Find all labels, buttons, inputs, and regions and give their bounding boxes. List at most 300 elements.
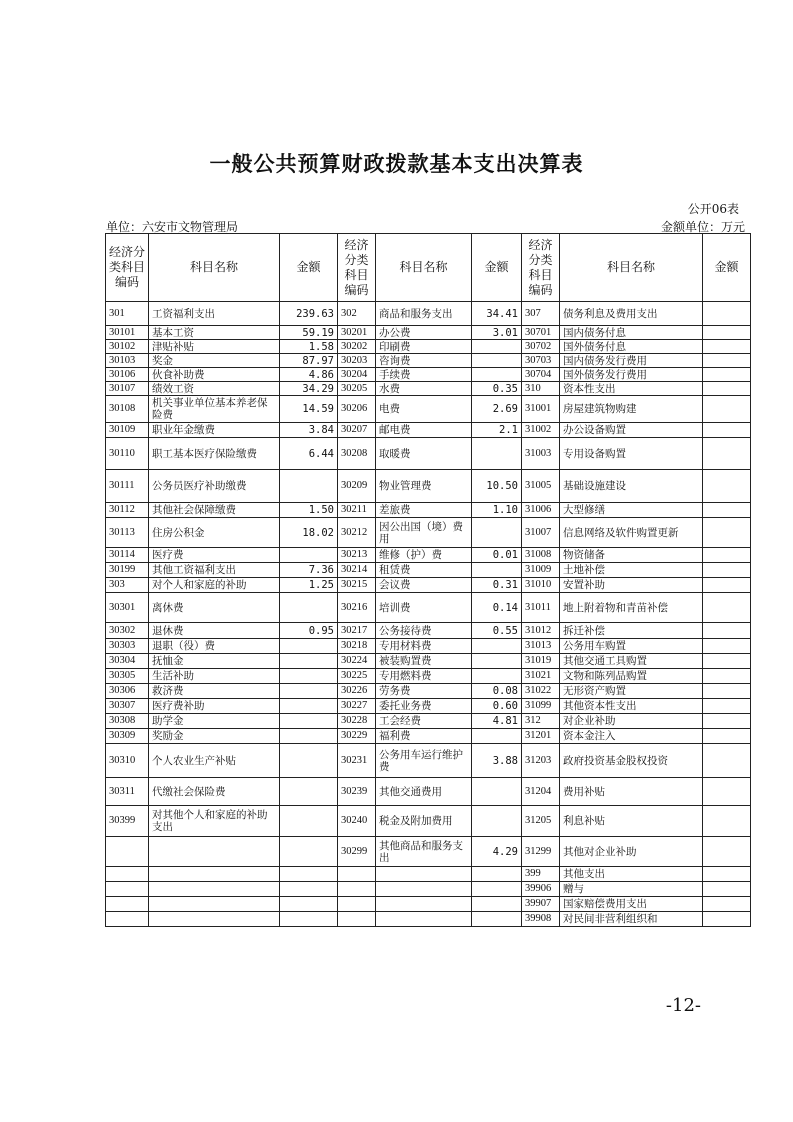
cell-amount (280, 867, 338, 882)
cell-name: 租赁费 (376, 563, 472, 578)
cell-name: 退职（役）费 (149, 639, 280, 654)
cell-name: 政府投资基金股权投资 (560, 744, 703, 778)
table-row (106, 503, 751, 518)
cell-name: 专用燃料费 (376, 669, 472, 684)
header-row (106, 234, 751, 302)
table-row (106, 578, 751, 593)
cell-code: 31201 (522, 729, 560, 744)
cell-code (338, 912, 376, 927)
cell-amount: 3.84 (280, 423, 338, 438)
cell-code: 31021 (522, 669, 560, 684)
cell-amount (703, 302, 751, 326)
cell-name: 文物和陈列品购置 (560, 669, 703, 684)
cell-amount (280, 897, 338, 912)
cell-code (106, 912, 149, 927)
cell-code: 31019 (522, 654, 560, 669)
cell-amount (703, 396, 751, 423)
form-number: 公开06表 (687, 202, 739, 216)
cell-name: 绩效工资 (149, 382, 280, 396)
cell-code: 312 (522, 714, 560, 729)
cell-code: 30101 (106, 326, 149, 340)
cell-name (149, 897, 280, 912)
cell-code: 303 (106, 578, 149, 593)
cell-code: 30110 (106, 438, 149, 470)
cell-name: 代缴社会保险费 (149, 778, 280, 806)
cell-code: 30229 (338, 729, 376, 744)
cell-amount: 1.25 (280, 578, 338, 593)
cell-amount (280, 729, 338, 744)
cell-amount (472, 897, 522, 912)
cell-code: 30301 (106, 593, 149, 623)
cell-name: 邮电费 (376, 423, 472, 438)
cell-amount: 0.95 (280, 623, 338, 639)
page-number: -12- (665, 995, 701, 1016)
cell-amount (472, 639, 522, 654)
header-amount-2: 金额 (472, 234, 522, 302)
cell-code: 30218 (338, 639, 376, 654)
cell-amount (280, 684, 338, 699)
cell-name: 大型修缮 (560, 503, 703, 518)
cell-amount (280, 714, 338, 729)
cell-amount: 34.29 (280, 382, 338, 396)
cell-amount (703, 518, 751, 548)
cell-code: 30205 (338, 382, 376, 396)
cell-code: 30303 (106, 639, 149, 654)
cell-name: 医疗费补助 (149, 699, 280, 714)
cell-code: 30228 (338, 714, 376, 729)
cell-amount: 0.08 (472, 684, 522, 699)
table-row (106, 867, 751, 882)
cell-name: 伙食补助费 (149, 368, 280, 382)
cell-code: 30224 (338, 654, 376, 669)
cell-code: 30209 (338, 470, 376, 503)
table-row (106, 438, 751, 470)
cell-name: 抚恤金 (149, 654, 280, 669)
cell-code: 30207 (338, 423, 376, 438)
cell-name: 基本工资 (149, 326, 280, 340)
cell-amount: 18.02 (280, 518, 338, 548)
cell-code: 30306 (106, 684, 149, 699)
cell-name: 个人农业生产补贴 (149, 744, 280, 778)
cell-amount (703, 882, 751, 897)
cell-name: 助学金 (149, 714, 280, 729)
cell-amount (703, 438, 751, 470)
cell-amount (280, 593, 338, 623)
cell-amount: 1.10 (472, 503, 522, 518)
cell-amount (703, 382, 751, 396)
cell-amount (472, 806, 522, 837)
cell-amount (703, 593, 751, 623)
cell-code (338, 897, 376, 912)
cell-name: 债务利息及费用支出 (560, 302, 703, 326)
cell-amount (703, 326, 751, 340)
cell-name: 其他商品和服务支出 (376, 837, 472, 867)
cell-name: 国内债务付息 (560, 326, 703, 340)
table-row (106, 912, 751, 927)
cell-code: 30704 (522, 368, 560, 382)
cell-amount (472, 867, 522, 882)
cell-code: 31006 (522, 503, 560, 518)
cell-name: 其他交通费用 (376, 778, 472, 806)
cell-amount (703, 563, 751, 578)
cell-amount: 239.63 (280, 302, 338, 326)
cell-name: 医疗费 (149, 548, 280, 563)
cell-code: 39906 (522, 882, 560, 897)
cell-code: 31003 (522, 438, 560, 470)
table-row (106, 744, 751, 778)
cell-amount (703, 806, 751, 837)
cell-name: 商品和服务支出 (376, 302, 472, 326)
cell-amount: 1.50 (280, 503, 338, 518)
cell-name: 对个人和家庭的补助 (149, 578, 280, 593)
cell-code: 30112 (106, 503, 149, 518)
cell-name: 公务接待费 (376, 623, 472, 639)
cell-amount (472, 669, 522, 684)
cell-name: 机关事业单位基本养老保险费 (149, 396, 280, 423)
cell-code: 30231 (338, 744, 376, 778)
cell-name (376, 897, 472, 912)
cell-code: 31010 (522, 578, 560, 593)
table-row (106, 368, 751, 382)
cell-amount (703, 623, 751, 639)
cell-name: 手续费 (376, 368, 472, 382)
cell-amount (703, 699, 751, 714)
cell-amount (703, 669, 751, 684)
cell-amount (472, 912, 522, 927)
cell-name: 委托业务费 (376, 699, 472, 714)
cell-name: 奖励金 (149, 729, 280, 744)
cell-name: 办公费 (376, 326, 472, 340)
cell-name: 退休费 (149, 623, 280, 639)
cell-code: 31022 (522, 684, 560, 699)
cell-code: 302 (338, 302, 376, 326)
cell-name (376, 882, 472, 897)
cell-code: 30214 (338, 563, 376, 578)
cell-code: 30201 (338, 326, 376, 340)
cell-amount: 87.97 (280, 354, 338, 368)
cell-name: 无形资产购置 (560, 684, 703, 699)
cell-name: 其他交通工具购置 (560, 654, 703, 669)
cell-name: 专用材料费 (376, 639, 472, 654)
cell-amount (703, 654, 751, 669)
cell-amount (280, 470, 338, 503)
cell-name: 国外债务付息 (560, 340, 703, 354)
cell-amount (703, 578, 751, 593)
table-row (106, 548, 751, 563)
table-row (106, 654, 751, 669)
cell-amount (280, 669, 338, 684)
table-row (106, 669, 751, 684)
cell-name: 拆迁补偿 (560, 623, 703, 639)
cell-code: 39907 (522, 897, 560, 912)
cell-amount (703, 548, 751, 563)
amount-unit: 金额单位：万元 (660, 220, 745, 234)
cell-amount (703, 714, 751, 729)
cell-name: 其他支出 (560, 867, 703, 882)
cell-code: 30240 (338, 806, 376, 837)
cell-name: 费用补贴 (560, 778, 703, 806)
cell-amount (280, 778, 338, 806)
cell-code: 30310 (106, 744, 149, 778)
cell-amount (703, 867, 751, 882)
cell-amount: 7.36 (280, 563, 338, 578)
unit-organization: 单位：六安市文物管理局 (106, 220, 239, 234)
cell-name: 被装购置费 (376, 654, 472, 669)
cell-name: 对其他个人和家庭的补助支出 (149, 806, 280, 837)
cell-code: 30199 (106, 563, 149, 578)
cell-code: 30703 (522, 354, 560, 368)
cell-code: 30299 (338, 837, 376, 867)
cell-code: 30203 (338, 354, 376, 368)
table-row (106, 593, 751, 623)
cell-amount: 10.50 (472, 470, 522, 503)
cell-amount (472, 729, 522, 744)
cell-amount: 59.19 (280, 326, 338, 340)
cell-amount: 6.44 (280, 438, 338, 470)
table-row (106, 623, 751, 639)
cell-code: 30399 (106, 806, 149, 837)
table-row (106, 326, 751, 340)
cell-name: 对民间非营利组织和 (560, 912, 703, 927)
cell-code: 30213 (338, 548, 376, 563)
cell-code (338, 882, 376, 897)
cell-code (106, 837, 149, 867)
cell-code: 30226 (338, 684, 376, 699)
table-row (106, 778, 751, 806)
cell-amount (472, 654, 522, 669)
cell-amount: 0.01 (472, 548, 522, 563)
cell-amount: 3.88 (472, 744, 522, 778)
cell-amount (703, 744, 751, 778)
cell-name (149, 837, 280, 867)
cell-code: 31099 (522, 699, 560, 714)
cell-code: 31299 (522, 837, 560, 867)
cell-amount (703, 354, 751, 368)
cell-name: 工资福利支出 (149, 302, 280, 326)
cell-code (106, 882, 149, 897)
cell-amount (703, 368, 751, 382)
cell-name: 取暖费 (376, 438, 472, 470)
table-row (106, 382, 751, 396)
cell-code: 30106 (106, 368, 149, 382)
cell-amount (703, 778, 751, 806)
cell-name: 离休费 (149, 593, 280, 623)
cell-name: 职工基本医疗保险缴费 (149, 438, 280, 470)
cell-name: 其他工资福利支出 (149, 563, 280, 578)
cell-amount: 2.69 (472, 396, 522, 423)
cell-amount: 4.86 (280, 368, 338, 382)
cell-amount: 1.58 (280, 340, 338, 354)
table-row (106, 684, 751, 699)
cell-name: 公务员医疗补助缴费 (149, 470, 280, 503)
cell-code: 31205 (522, 806, 560, 837)
table-row (106, 518, 751, 548)
header-amount-1: 金额 (280, 234, 338, 302)
cell-name: 赠与 (560, 882, 703, 897)
cell-name: 对企业补助 (560, 714, 703, 729)
table-row (106, 354, 751, 368)
cell-amount (703, 470, 751, 503)
cell-name: 资本金注入 (560, 729, 703, 744)
cell-name (149, 912, 280, 927)
cell-code: 307 (522, 302, 560, 326)
cell-name: 工会经费 (376, 714, 472, 729)
cell-code: 31008 (522, 548, 560, 563)
expenditure-table (105, 233, 751, 927)
table-row (106, 729, 751, 744)
cell-amount (703, 912, 751, 927)
cell-amount (472, 438, 522, 470)
cell-code: 30702 (522, 340, 560, 354)
table-row (106, 302, 751, 326)
cell-name (376, 912, 472, 927)
header-name-1: 科目名称 (149, 234, 280, 302)
table-row (106, 897, 751, 912)
cell-code: 30111 (106, 470, 149, 503)
cell-amount (280, 699, 338, 714)
cell-code: 31002 (522, 423, 560, 438)
cell-name: 咨询费 (376, 354, 472, 368)
cell-amount (703, 423, 751, 438)
cell-code: 30102 (106, 340, 149, 354)
cell-amount: 4.29 (472, 837, 522, 867)
cell-code: 31013 (522, 639, 560, 654)
cell-amount (472, 518, 522, 548)
cell-name: 税金及附加费用 (376, 806, 472, 837)
cell-name: 国外债务发行费用 (560, 368, 703, 382)
cell-name: 房屋建筑物购建 (560, 396, 703, 423)
cell-name (149, 867, 280, 882)
cell-name: 差旅费 (376, 503, 472, 518)
cell-code: 31203 (522, 744, 560, 778)
cell-code: 30212 (338, 518, 376, 548)
cell-name: 利息补贴 (560, 806, 703, 837)
cell-code: 30103 (106, 354, 149, 368)
cell-code: 30227 (338, 699, 376, 714)
cell-name: 住房公积金 (149, 518, 280, 548)
cell-code: 30208 (338, 438, 376, 470)
cell-code: 30215 (338, 578, 376, 593)
table-row (106, 470, 751, 503)
header-name-3: 科目名称 (560, 234, 703, 302)
cell-name: 信息网络及软件购置更新 (560, 518, 703, 548)
cell-amount (280, 912, 338, 927)
cell-name: 基础设施建设 (560, 470, 703, 503)
cell-amount (472, 340, 522, 354)
cell-code: 30305 (106, 669, 149, 684)
cell-code: 31001 (522, 396, 560, 423)
cell-amount (280, 654, 338, 669)
cell-amount (280, 837, 338, 867)
cell-amount (703, 729, 751, 744)
cell-name: 印刷费 (376, 340, 472, 354)
cell-code: 30211 (338, 503, 376, 518)
cell-code (338, 867, 376, 882)
cell-amount: 4.81 (472, 714, 522, 729)
cell-code: 30202 (338, 340, 376, 354)
cell-amount (280, 744, 338, 778)
cell-code: 30309 (106, 729, 149, 744)
cell-name: 劳务费 (376, 684, 472, 699)
cell-name: 其他社会保障缴费 (149, 503, 280, 518)
cell-name: 公务用车运行维护费 (376, 744, 472, 778)
table-row (106, 837, 751, 867)
cell-name: 其他资本性支出 (560, 699, 703, 714)
table-row (106, 423, 751, 438)
cell-name: 办公设备购置 (560, 423, 703, 438)
cell-name: 维修（护）费 (376, 548, 472, 563)
table-row (106, 340, 751, 354)
cell-amount (472, 882, 522, 897)
table-row (106, 882, 751, 897)
table-row (106, 806, 751, 837)
cell-code: 30302 (106, 623, 149, 639)
cell-name: 其他对企业补助 (560, 837, 703, 867)
cell-name: 奖金 (149, 354, 280, 368)
page-title: 一般公共预算财政拨款基本支出决算表 (209, 151, 584, 176)
cell-amount (472, 563, 522, 578)
cell-code: 39908 (522, 912, 560, 927)
cell-code: 30107 (106, 382, 149, 396)
table-row (106, 396, 751, 423)
cell-name: 电费 (376, 396, 472, 423)
cell-code: 30113 (106, 518, 149, 548)
cell-amount: 34.41 (472, 302, 522, 326)
cell-code: 31009 (522, 563, 560, 578)
cell-code: 30239 (338, 778, 376, 806)
cell-name: 生活补助 (149, 669, 280, 684)
cell-code: 30216 (338, 593, 376, 623)
cell-amount (703, 639, 751, 654)
cell-amount: 0.55 (472, 623, 522, 639)
cell-name: 因公出国（境）费用 (376, 518, 472, 548)
header-code-3: 经济分类科目编码 (522, 234, 560, 302)
cell-amount (703, 503, 751, 518)
cell-code: 399 (522, 867, 560, 882)
cell-amount: 3.01 (472, 326, 522, 340)
cell-amount (472, 778, 522, 806)
cell-amount (472, 354, 522, 368)
cell-code: 30109 (106, 423, 149, 438)
cell-name: 救济费 (149, 684, 280, 699)
cell-amount: 0.31 (472, 578, 522, 593)
cell-name: 土地补偿 (560, 563, 703, 578)
header-code-1: 经济分类科目编码 (106, 234, 149, 302)
cell-name: 公务用车购置 (560, 639, 703, 654)
cell-amount (703, 837, 751, 867)
cell-code: 310 (522, 382, 560, 396)
cell-code: 30108 (106, 396, 149, 423)
cell-amount: 0.35 (472, 382, 522, 396)
header-amount-3: 金额 (703, 234, 751, 302)
cell-code: 30204 (338, 368, 376, 382)
cell-amount (703, 340, 751, 354)
cell-code (106, 897, 149, 912)
cell-name: 国家赔偿费用支出 (560, 897, 703, 912)
cell-code: 31204 (522, 778, 560, 806)
cell-code: 30217 (338, 623, 376, 639)
header-name-2: 科目名称 (376, 234, 472, 302)
cell-code: 31012 (522, 623, 560, 639)
cell-amount (280, 639, 338, 654)
cell-name (149, 882, 280, 897)
cell-amount (280, 882, 338, 897)
cell-amount: 2.1 (472, 423, 522, 438)
cell-name (376, 867, 472, 882)
cell-code (106, 867, 149, 882)
cell-name: 物资储备 (560, 548, 703, 563)
cell-name: 水费 (376, 382, 472, 396)
